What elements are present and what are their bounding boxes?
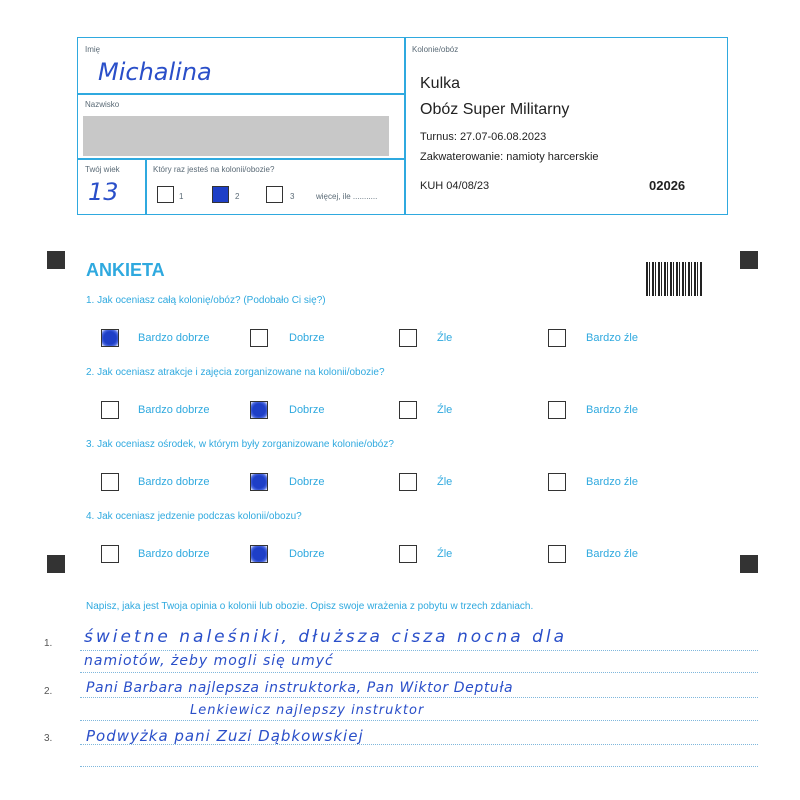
- registration-marker: [740, 251, 758, 269]
- registration-marker: [47, 251, 65, 269]
- header-line: [145, 158, 147, 214]
- answer-option-label: Źle: [437, 548, 453, 560]
- answer-option-label: Bardzo źle: [586, 404, 638, 416]
- answer-checkbox[interactable]: [399, 329, 417, 347]
- answer-line: [80, 766, 758, 767]
- camp-type: Obóz Super Militarny: [420, 101, 570, 118]
- answer-text[interactable]: Podwyżka pani Zuzi Dąbkowskiej: [86, 727, 364, 745]
- wiek-label: Twój wiek: [85, 165, 120, 174]
- nazwisko-redacted: [83, 116, 389, 156]
- answer-text[interactable]: namiotów, żeby mogli się umyć: [84, 653, 334, 669]
- visit-2-label: 2: [235, 192, 240, 201]
- answer-checkbox[interactable]: [399, 473, 417, 491]
- answer-text[interactable]: Lenkiewicz najlepszy instruktor: [190, 703, 425, 718]
- answer-checkbox[interactable]: [399, 401, 417, 419]
- answer-line: [80, 650, 758, 651]
- visit-more-label: więcej, ile ...........: [316, 192, 378, 201]
- line-number: 2.: [44, 686, 53, 697]
- question-text: 1. Jak oceniasz całą kolonię/obóz? (Podobało Ci się?): [86, 295, 326, 306]
- answer-option-label: Dobrze: [289, 548, 325, 560]
- zakwaterowanie: Zakwaterowanie: namioty harcerskie: [420, 151, 599, 163]
- wiek-field[interactable]: 13: [88, 178, 119, 206]
- answer-option-label: Źle: [437, 332, 453, 344]
- header-line: [78, 93, 404, 95]
- answer-option-label: Bardzo dobrze: [138, 548, 210, 560]
- registration-marker: [740, 555, 758, 573]
- answer-option-label: Bardzo dobrze: [138, 332, 210, 344]
- answer-option-label: Dobrze: [289, 404, 325, 416]
- visit-1-label: 1: [179, 192, 184, 201]
- answer-option-label: Bardzo źle: [586, 476, 638, 488]
- header-divider: [404, 38, 406, 214]
- answer-text[interactable]: Pani Barbara najlepsza instruktorka, Pan Wiktor Deptuła: [86, 680, 514, 696]
- answer-text[interactable]: świetne naleśniki, dłuższa cisza nocna dla: [84, 627, 568, 647]
- ktory-raz-label: Który raz jesteś na kolonii/obozie?: [153, 165, 275, 174]
- answer-checkbox[interactable]: [548, 401, 566, 419]
- answer-checkbox[interactable]: [548, 473, 566, 491]
- answer-line: [80, 720, 758, 721]
- camp-name: Kulka: [420, 75, 461, 92]
- answer-option-label: Bardzo źle: [586, 332, 638, 344]
- survey-title: ANKIETA: [86, 260, 165, 280]
- turnus: Turnus: 27.07-06.08.2023: [420, 131, 547, 143]
- answer-option-label: Dobrze: [289, 476, 325, 488]
- question-text: 3. Jak oceniasz ośrodek, w którym były zorganizowane kolonie/obóz?: [86, 439, 394, 450]
- answer-checkbox[interactable]: [101, 545, 119, 563]
- imie-label: Imię: [85, 45, 101, 54]
- answer-option-label: Bardzo dobrze: [138, 404, 210, 416]
- line-number: 1.: [44, 638, 53, 649]
- visit-2-checkbox[interactable]: [212, 186, 229, 203]
- answer-option-label: Źle: [437, 404, 453, 416]
- visit-1-checkbox[interactable]: [157, 186, 174, 203]
- answer-checkbox[interactable]: [548, 545, 566, 563]
- line-number: 3.: [44, 733, 53, 744]
- answer-checkbox[interactable]: [101, 401, 119, 419]
- answer-checkbox[interactable]: [399, 545, 417, 563]
- header-line: [78, 158, 404, 160]
- answer-line: [80, 697, 758, 698]
- answer-option-label: Bardzo źle: [586, 548, 638, 560]
- visit-3-checkbox[interactable]: [266, 186, 283, 203]
- answer-option-label: Bardzo dobrze: [138, 476, 210, 488]
- answer-checkbox[interactable]: [548, 329, 566, 347]
- answer-checkbox[interactable]: [250, 545, 268, 563]
- answer-option-label: Dobrze: [289, 332, 325, 344]
- answer-checkbox[interactable]: [250, 473, 268, 491]
- imie-field[interactable]: Michalina: [98, 58, 212, 86]
- answer-checkbox[interactable]: [250, 329, 268, 347]
- form-number: 02026: [649, 178, 686, 193]
- answer-checkbox[interactable]: [101, 329, 119, 347]
- registration-marker: [47, 555, 65, 573]
- barcode: [646, 262, 702, 296]
- opinion-prompt: Napisz, jaka jest Twoja opinia o kolonii lub obozie. Opisz swoje wrażenia z pobytu w trzech zdaniach.: [86, 601, 534, 612]
- answer-line: [80, 672, 758, 673]
- answer-checkbox[interactable]: [101, 473, 119, 491]
- header-box: [77, 37, 728, 215]
- kolonie-label: Kolonie/obóz: [412, 45, 459, 54]
- nazwisko-label: Nazwisko: [85, 100, 120, 109]
- question-text: 2. Jak oceniasz atrakcje i zajęcia zorganizowane na kolonii/obozie?: [86, 367, 385, 378]
- question-text: 4. Jak oceniasz jedzenie podczas kolonii/obozu?: [86, 511, 302, 522]
- form-code: KUH 04/08/23: [420, 180, 490, 192]
- answer-checkbox[interactable]: [250, 401, 268, 419]
- visit-3-label: 3: [290, 192, 295, 201]
- answer-option-label: Źle: [437, 476, 453, 488]
